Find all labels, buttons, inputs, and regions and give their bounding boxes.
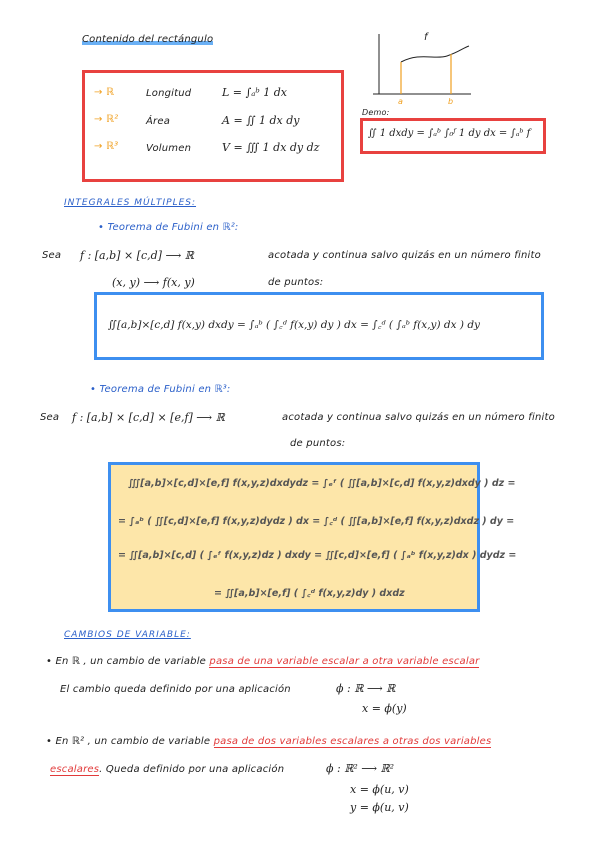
bullet1-pre: • En ℝ , un cambio de variable [46,656,210,667]
bullet1-line2: El cambio queda definido por una aplicación [60,684,291,695]
graph-b-label: b [448,97,454,106]
map-description-r2: acotada y continua salvo quizás en un número finito [268,250,541,261]
fubini-r3-title: • Teorema de Fubini en ℝ³: [90,384,231,395]
page-title: Contenido del rectángulo [82,34,214,45]
graph-curve [401,46,469,62]
fubini-r3-line-1: ∭[a,b]×[c,d]×[e,f] f(x,y,z)dxdydz = ∫ₑᶠ ( ∬[a,b]×[c,d] f(x,y,z)dxdy ) dz = [128,478,516,489]
row-formula-volume: V = ∭ 1 dx dy dz [222,141,320,154]
bullet1-text [46,656,479,667]
graph-f-label: f [424,32,428,43]
fubini-r2-formula: ∬[a,b]×[c,d] f(x,y) dxdy = ∫ₐᵇ ( ∫꜀ᵈ f(x,y) dy ) dx = ∫꜀ᵈ ( ∫ₐᵇ f(x,y) dx ) dy [108,319,480,331]
section-change-of-variable-title: CAMBIOS DE VARIABLE: [64,630,191,640]
row-name-volume: Volumen [146,143,192,154]
map-definition-r3: f : [a,b] × [c,d] × [e,f] ⟶ ℝ [72,411,225,424]
graph-a-label: a [398,97,404,106]
demo-formula: ∬ 1 dxdy = ∫ₐᵇ ∫₀ᶠ 1 dy dx = ∫ₐᵇ f [368,128,531,139]
row-formula-length: L = ∫ₐᵇ 1 dx [222,86,288,99]
row-name-length: Longitud [146,88,192,99]
bullet2-highlight-cont: escalares [50,764,100,775]
map-description-r3: acotada y continua salvo quizás en un número finito [282,412,555,423]
space-label-r2: → ℝ² [94,114,119,125]
bullet2-map: ϕ : ℝ² ⟶ ℝ² [326,762,395,775]
bullet1-highlight: pasa de una variable escalar a otra variable escalar [209,656,480,667]
bullet2-highlight: pasa de dos variables escalares a otras dos variables [213,736,492,747]
map-description2-r3: de puntos: [290,438,346,449]
space-label-r3: → ℝ³ [94,141,119,152]
fubini-r3-line-2: = ∫ₐᵇ ( ∬[c,d]×[e,f] f(x,y,z)dydz ) dx = ∫꜀ᵈ ( ∬[a,b]×[e,f] f(x,y,z)dxdz ) dy = [118,516,515,527]
map-description2-r2: de puntos: [268,277,324,288]
row-name-area: Área [146,116,171,127]
section-multiple-integrals-title: INTEGRALES MÚLTIPLES: [64,198,197,208]
bullet2-post: . Queda definido por una aplicación [99,764,285,775]
map-definition-r2: f : [a,b] × [c,d] ⟶ ℝ [80,249,194,262]
bullet2-equation-x: x = ϕ(u, v) [350,783,409,796]
area-under-curve-graph [365,30,475,110]
sea-label: Sea [42,250,62,261]
fubini-r3-line-3: = ∬[a,b]×[c,d] ( ∫ₑᶠ f(x,y,z)dz ) dxdy = ∬[c,d]×[e,f] ( ∫ₐᵇ f(x,y,z)dx ) dydz = [118,550,517,561]
row-formula-area: A = ∬ 1 dx dy [222,114,300,127]
rectangle-content-box [82,70,344,182]
fubini-r2-title: • Teorema de Fubini en ℝ²: [98,222,239,233]
bullet2-equation-y: y = ϕ(u, v) [350,801,409,814]
bullet2-text [46,736,491,747]
bullet2-pre: • En ℝ² , un cambio de variable [46,736,214,747]
bullet2-line2 [50,764,284,775]
space-label-r1: → ℝ [94,87,115,98]
fubini-r3-line-4: = ∬[a,b]×[e,f] ( ∫꜀ᵈ f(x,y,z)dy ) dxdz [214,588,405,599]
map-pair-r2: (x, y) ⟶ f(x, y) [112,276,195,289]
bullet1-equation: x = ϕ(y) [362,702,407,715]
bullet1-map: ϕ : ℝ ⟶ ℝ [336,682,396,695]
sea3-label: Sea [40,412,60,423]
demo-label: Demo: [362,108,390,117]
